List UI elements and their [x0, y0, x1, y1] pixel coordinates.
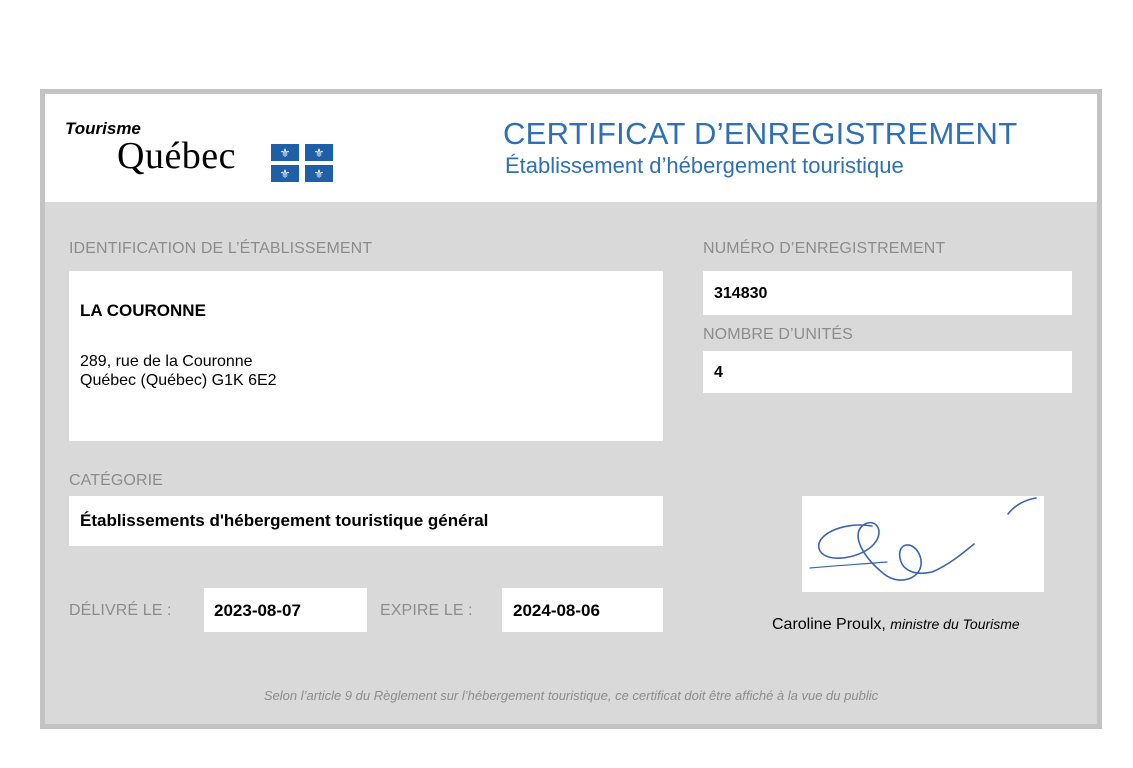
address-line-1: 289, rue de la Couronne	[80, 353, 253, 370]
expires-box	[502, 588, 663, 632]
expires-label: EXPIRE LE :	[380, 602, 473, 619]
identification-label: IDENTIFICATION DE L’ÉTABLISSEMENT	[69, 240, 373, 257]
registration-number-value: 314830	[714, 285, 768, 302]
certificate	[40, 89, 1102, 729]
category-value: Établissements d'hébergement touristique général	[80, 511, 489, 530]
units-value: 4	[714, 364, 723, 381]
signer-name: Caroline Proulx	[772, 616, 882, 633]
issued-box	[204, 588, 367, 632]
address-line-2: Québec (Québec) G1K 6E2	[80, 372, 277, 389]
logo-tourisme-text: Tourisme	[65, 119, 141, 138]
identification-box	[69, 271, 663, 441]
quebec-flag-icon	[271, 144, 333, 182]
svg-text:⚜: ⚜	[313, 146, 325, 160]
signature-image	[802, 496, 1044, 592]
expires-value: 2024-08-06	[513, 601, 600, 620]
registration-number-box	[703, 271, 1072, 315]
issued-value: 2023-08-07	[214, 601, 301, 620]
category-label: CATÉGORIE	[69, 472, 163, 489]
signer-role: ministre du Tourisme	[890, 616, 1020, 632]
signer-separator: ,	[881, 616, 891, 633]
registration-number-label: NUMÉRO D’ENREGISTREMENT	[703, 240, 946, 257]
svg-text:⚜: ⚜	[279, 167, 291, 181]
logo-quebec-text: Québec	[117, 135, 237, 177]
category-box	[69, 496, 663, 546]
svg-text:⚜: ⚜	[313, 167, 325, 181]
certificate-title: CERTIFICAT D’ENREGISTREMENT	[503, 116, 1018, 151]
svg-text:⚜: ⚜	[279, 146, 291, 160]
signer-line	[772, 616, 1020, 634]
certificate-subtitle: Établissement d’hébergement touristique	[505, 153, 904, 178]
establishment-name: LA COURONNE	[80, 301, 206, 320]
certificate-header	[45, 94, 1097, 202]
footer-note: Selon l’article 9 du Règlement sur l’hébergement touristique, ce certificat doit être affiché à la vue du public	[263, 688, 879, 703]
units-label: NOMBRE D’UNITÉS	[703, 326, 853, 343]
signature-box	[802, 496, 1044, 592]
issued-label: DÉLIVRÉ LE :	[69, 602, 172, 619]
units-box	[703, 351, 1072, 393]
